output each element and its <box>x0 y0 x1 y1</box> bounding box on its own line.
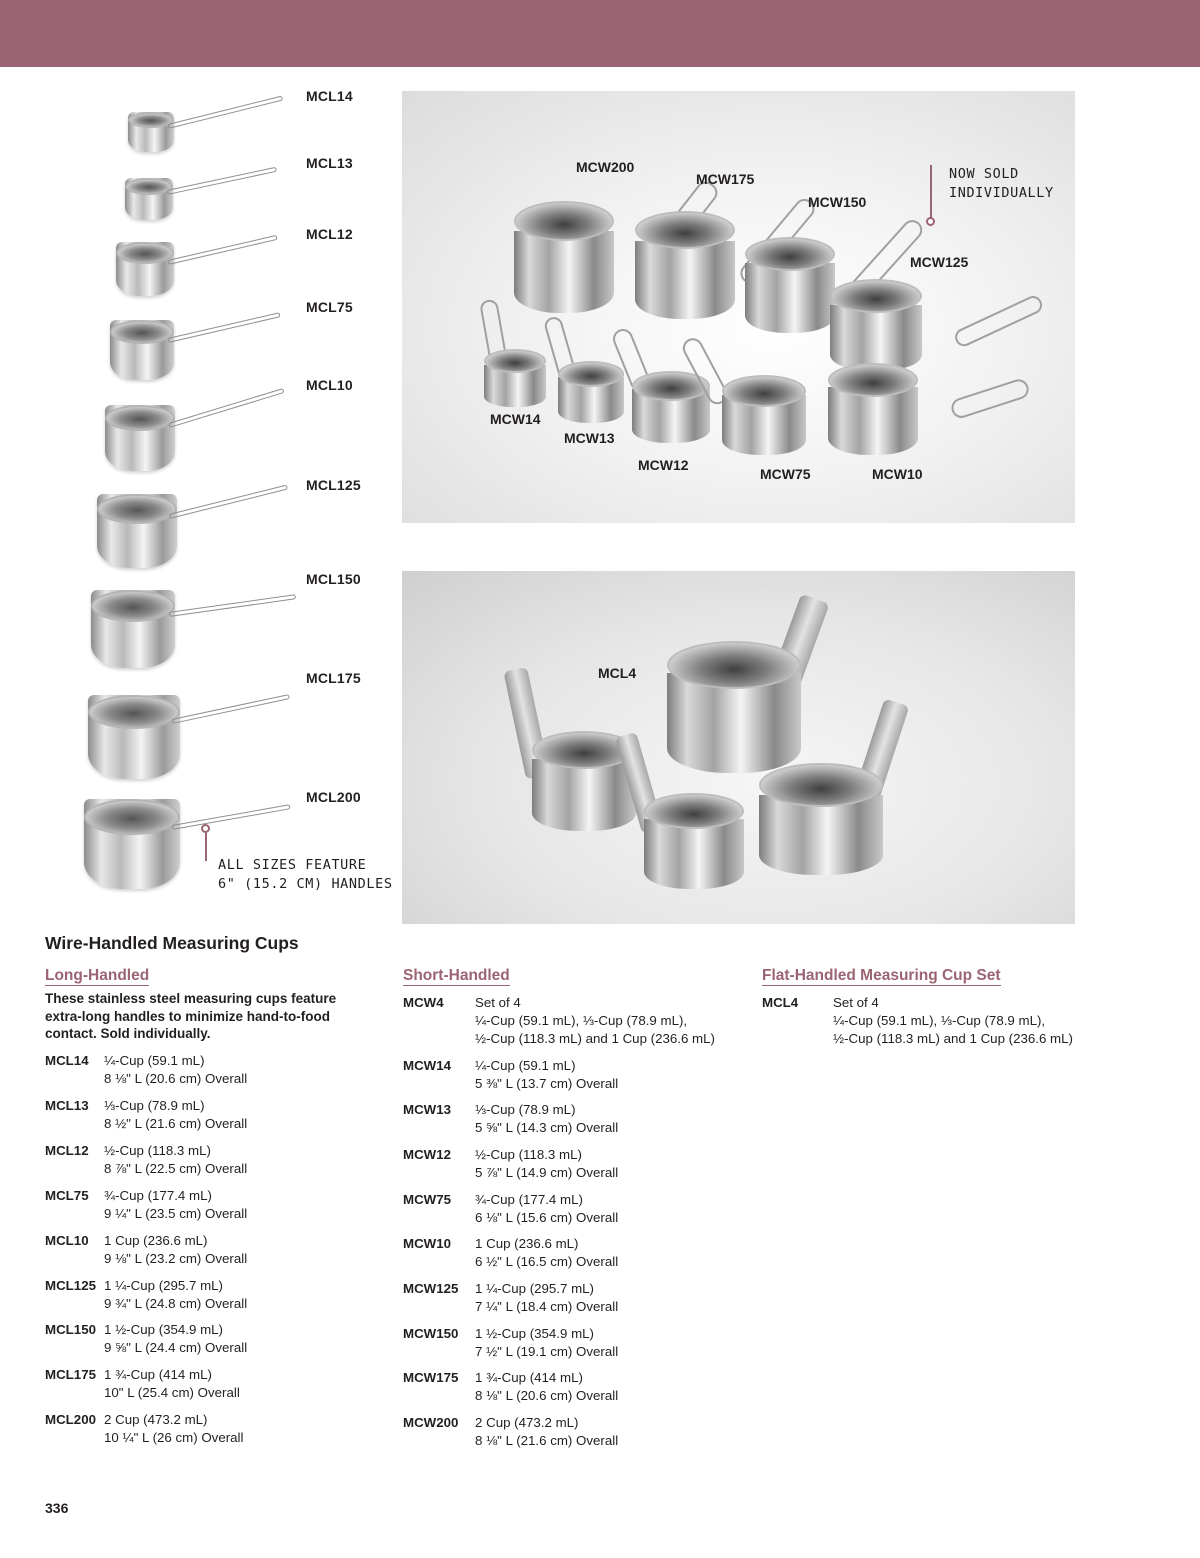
list-item: MCL10 1 Cup (236.6 mL) 9 ⅛" L (23.2 cm) Overall <box>45 1233 248 1266</box>
cup-mcl13 <box>125 178 173 222</box>
header-band <box>0 0 1200 67</box>
label-mcw10: MCW10 <box>872 466 923 482</box>
label-mcl12: MCL12 <box>306 226 353 242</box>
cup-mcl200 <box>84 799 180 891</box>
callout-dot <box>201 824 210 833</box>
cup-mcl125 <box>97 494 177 570</box>
label-mcl13: MCL13 <box>306 155 353 171</box>
list-item: MCL200 2 Cup (473.2 mL) 10 ¼" L (26 cm) Overall <box>45 1412 244 1445</box>
set-item: MCW4 Set of 4 ¼-Cup (59.1 mL), ⅓-Cup (78.9 mL), ½-Cup (118.3 mL) and 1 Cup (236.6 mL) <box>403 995 715 1046</box>
label-mcw150: MCW150 <box>808 194 867 210</box>
label-mcl200: MCL200 <box>306 789 361 805</box>
label-mcw75: MCW75 <box>760 466 811 482</box>
cup-mcl75 <box>110 320 174 382</box>
list-item: MCW200 2 Cup (473.2 mL) 8 ⅛" L (21.6 cm) Overall <box>403 1415 619 1448</box>
cup-mcl175 <box>88 695 180 781</box>
callout-dot-individually <box>926 217 935 226</box>
list-item: MCL13 ⅓-Cup (78.9 mL) 8 ½" L (21.6 cm) Overall <box>45 1098 248 1131</box>
flat-handled-photo <box>402 571 1075 924</box>
sold-individually-callout: NOW SOLD INDIVIDUALLY <box>949 166 1054 201</box>
cup-mcl150 <box>91 590 175 670</box>
label-mcl175: MCL175 <box>306 670 361 686</box>
label-mcw125: MCW125 <box>910 254 969 270</box>
label-mcw13: MCW13 <box>564 430 615 446</box>
page-number: 336 <box>45 1500 69 1516</box>
cup-mcl12 <box>116 242 174 298</box>
set-item: MCL4 Set of 4 ¼-Cup (59.1 mL), ⅓-Cup (78.9 mL), ½-Cup (118.3 mL) and 1 Cup (236.6 mL) <box>762 995 1073 1046</box>
label-mcl75: MCL75 <box>306 299 353 315</box>
list-item: MCW13 ⅓-Cup (78.9 mL) 5 ⅝" L (14.3 cm) Overall <box>403 1102 619 1135</box>
label-mcl4-photo: MCL4 <box>598 665 637 681</box>
list-item: MCW175 1 ¾-Cup (414 mL) 8 ⅛" L (20.6 cm) Overall <box>403 1370 619 1403</box>
list-item: MCW12 ½-Cup (118.3 mL) 5 ⅞" L (14.9 cm) Overall <box>403 1147 619 1180</box>
cup-mcl10 <box>105 405 175 473</box>
list-item: MCW10 1 Cup (236.6 mL) 6 ½" L (16.5 cm) Overall <box>403 1236 619 1269</box>
callout-line <box>205 833 207 861</box>
long-handled-heading: Long-Handled <box>45 967 150 984</box>
short-handled-photo <box>402 91 1075 523</box>
cup-mcl14 <box>128 112 174 154</box>
list-item: MCL14 ¼-Cup (59.1 mL) 8 ⅛" L (20.6 cm) Overall <box>45 1053 248 1086</box>
list-item: MCW125 1 ¼-Cup (295.7 mL) 7 ¼" L (18.4 cm) Overall <box>403 1281 619 1314</box>
list-item: MCW150 1 ½-Cup (354.9 mL) 7 ½" L (19.1 cm) Overall <box>403 1326 619 1359</box>
label-mcl125: MCL125 <box>306 477 361 493</box>
label-mcl10: MCL10 <box>306 377 353 393</box>
list-item: MCW14 ¼-Cup (59.1 mL) 5 ⅜" L (13.7 cm) Overall <box>403 1058 619 1091</box>
list-item: MCL75 ¾-Cup (177.4 mL) 9 ¼" L (23.5 cm) Overall <box>45 1188 248 1221</box>
label-mcl150: MCL150 <box>306 571 361 587</box>
list-item: MCL150 1 ½-Cup (354.9 mL) 9 ⅝" L (24.4 cm) Overall <box>45 1322 248 1355</box>
handles-callout: ALL SIZES FEATURE 6" (15.2 CM) HANDLES <box>218 857 393 892</box>
list-item: MCL12 ½-Cup (118.3 mL) 8 ⅞" L (22.5 cm) Overall <box>45 1143 248 1176</box>
section-title: Wire-Handled Measuring Cups <box>45 933 299 953</box>
label-mcw200: MCW200 <box>576 159 635 175</box>
long-handled-description: These stainless steel measuring cups feature extra-long handles to minimize hand-to-food contact. Sold individually. <box>45 991 337 1041</box>
label-mcw14: MCW14 <box>490 411 541 427</box>
label-mcw175: MCW175 <box>696 171 755 187</box>
label-mcw12: MCW12 <box>638 457 689 473</box>
flat-handled-heading: Flat-Handled Measuring Cup Set <box>762 967 1001 984</box>
short-handled-heading: Short-Handled <box>403 967 510 984</box>
list-item: MCL175 1 ¾-Cup (414 mL) 10" L (25.4 cm) Overall <box>45 1367 240 1400</box>
label-mcl14: MCL14 <box>306 88 353 104</box>
callout-line-individually <box>930 165 932 219</box>
list-item: MCW75 ¾-Cup (177.4 mL) 6 ⅛" L (15.6 cm) Overall <box>403 1192 619 1225</box>
list-item: MCL125 1 ¼-Cup (295.7 mL) 9 ¾" L (24.8 cm) Overall <box>45 1278 248 1311</box>
